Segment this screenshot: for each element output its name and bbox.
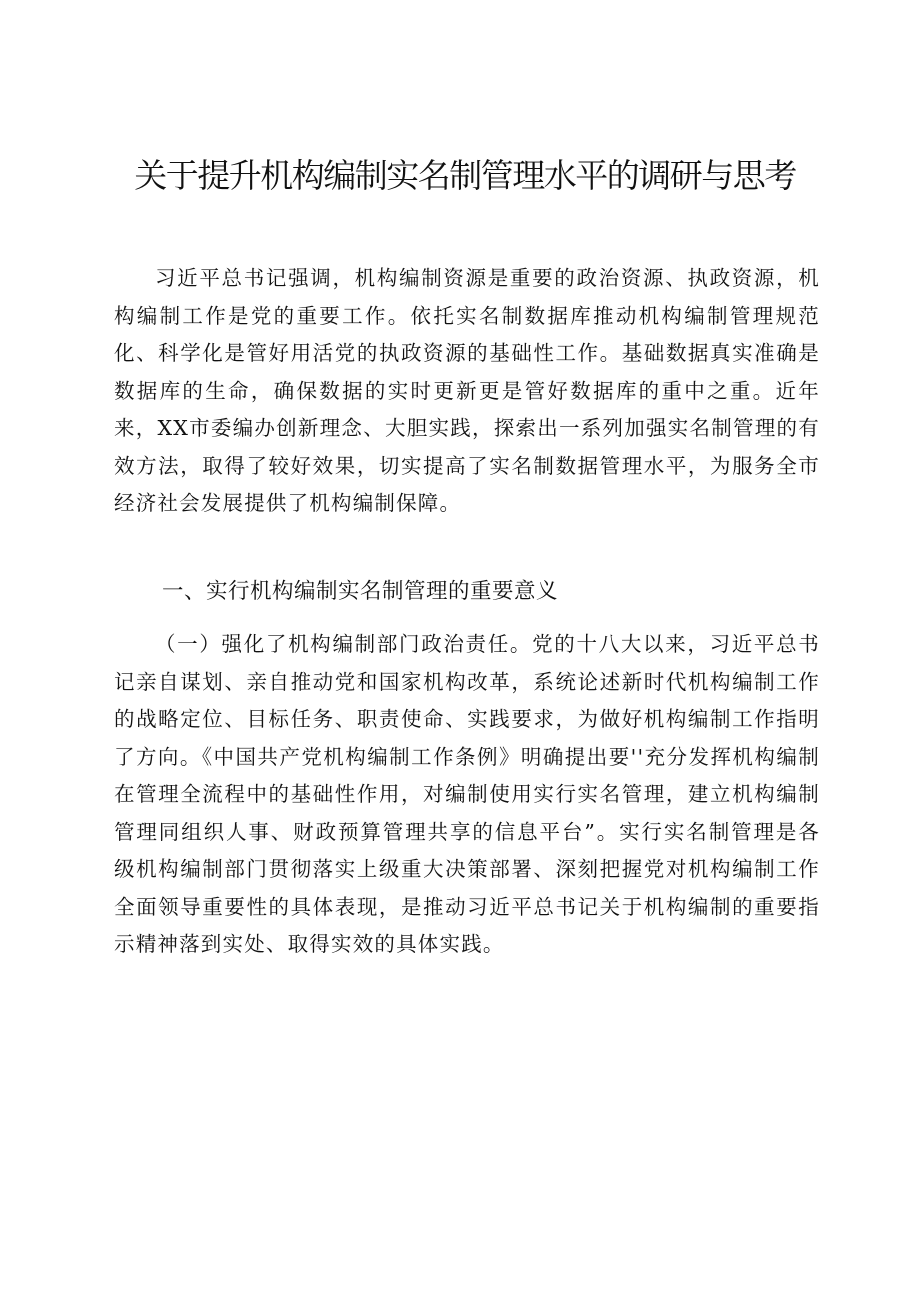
intro-paragraph: 习近平总书记强调，机构编制资源是重要的政治资源、执政资源，机构编制工作是党的重要工作。依托实名制数据库推动机构编制管理规范化、科学化是管好用活党的执政资源的基础性工作。基础数据真实准确是数据库的生命，确保数据的实时更新更是管好数据库的重中之重。近年来，XX市委编办创新理念、大胆实践，探索出一系列加强实名制管理的有效方法，取得了较好效果，切实提高了实名制数据管理水平，为服务全市经济社会发展提供了机构编制保障。 [114, 266, 820, 515]
section-heading: 一、实行机构编制实名制管理的重要意义 [162, 579, 559, 604]
document-title: 关于提升机构编制实名制管理水平的调研与思考 [134, 156, 796, 195]
body-paragraph: （一）强化了机构编制部门政治责任。党的十八大以来，习近平总书记亲自谋划、亲自推动党和国家机构改革，系统论述新时代机构编制工作的战略定位、目标任务、职责使命、实践要求，为做好机构编制工作指明了方向。《中国共产党机构编制工作条例》明确提出要''充分发挥机构编制在管理全流程中的基础性作用，对编制使用实行实名管理，建立机构编制管理同组织人事、财政预算管理共享的信息平台”。实行实名制管理是各级机构编制部门贯彻落实上级重大决策部署、深刻把握党对机构编制工作全面领导重要性的具体表现，是推动习近平总书记关于机构编制的重要指示精神落到实处、取得实效的具体实践。 [114, 632, 820, 956]
